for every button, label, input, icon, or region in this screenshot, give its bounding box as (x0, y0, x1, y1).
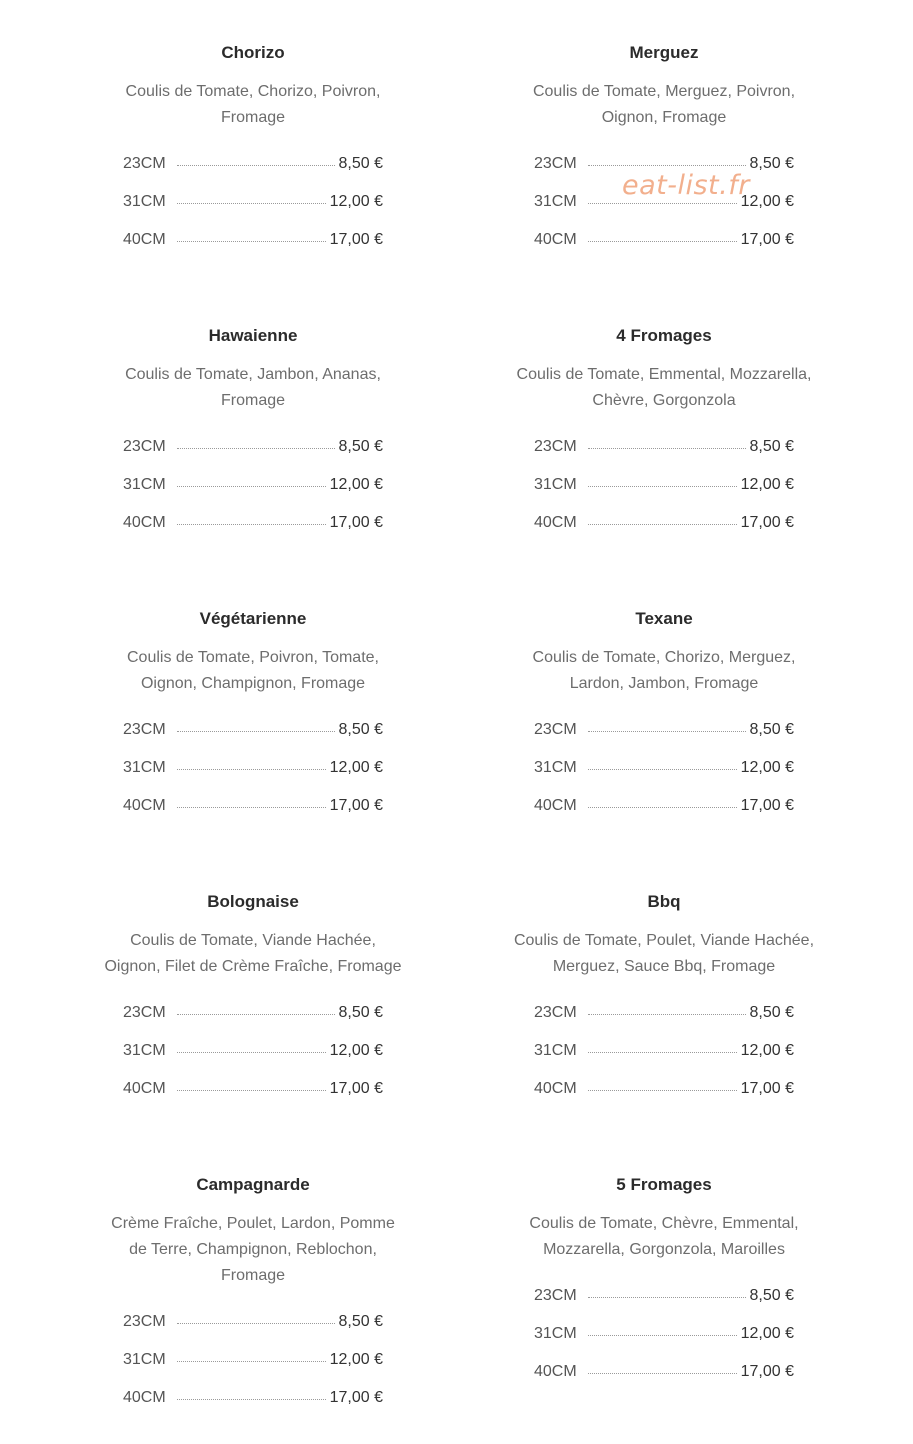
price-value: 12,00 € (740, 1042, 794, 1059)
item-description-line: de Terre, Champignon, Reblochon, (129, 1241, 377, 1258)
price-row (123, 1002, 383, 1040)
price-row (534, 795, 794, 833)
price-value: 17,00 € (740, 1363, 794, 1380)
size-label: 40CM (123, 231, 166, 248)
dotted-leader (177, 189, 326, 204)
item-description (504, 362, 824, 414)
price-value: 17,00 € (740, 797, 794, 814)
price-list (534, 436, 794, 550)
price-value: 8,50 € (749, 1004, 794, 1021)
size-label: 23CM (534, 155, 577, 172)
menu-item (504, 43, 824, 267)
item-name: 5 Fromages (616, 1175, 712, 1194)
price-value: 8,50 € (338, 1313, 383, 1330)
size-label: 40CM (123, 514, 166, 531)
price-value: 12,00 € (740, 476, 794, 493)
dotted-leader (588, 717, 746, 732)
price-list (123, 1311, 383, 1425)
price-value: 8,50 € (338, 721, 383, 738)
price-row (123, 1078, 383, 1116)
price-value: 8,50 € (338, 1004, 383, 1021)
dotted-leader (177, 1309, 335, 1324)
price-row (123, 512, 383, 550)
size-label: 40CM (534, 1080, 577, 1097)
price-list (534, 1285, 794, 1399)
item-description-line: Oignon, Filet de Crème Fraîche, Fromage (104, 958, 402, 975)
price-row (123, 757, 383, 795)
item-name: Bbq (647, 892, 681, 911)
price-row (534, 436, 794, 474)
price-value: 8,50 € (749, 155, 794, 172)
item-description-line: Crème Fraîche, Poulet, Lardon, Pomme (111, 1215, 395, 1232)
price-value: 17,00 € (329, 1080, 383, 1097)
item-description (504, 928, 824, 980)
dotted-leader (177, 755, 326, 770)
dotted-leader (588, 434, 746, 449)
size-label: 23CM (534, 438, 577, 455)
item-description-line: Oignon, Fromage (601, 109, 727, 126)
size-label: 40CM (534, 514, 577, 531)
menu-item (93, 609, 413, 833)
size-label: 31CM (123, 193, 166, 210)
price-row (534, 229, 794, 267)
item-description (93, 362, 413, 414)
item-description-line: Coulis de Tomate, Merguez, Poivron, (532, 83, 796, 100)
price-row (534, 1002, 794, 1040)
item-description (93, 1211, 413, 1289)
price-value: 17,00 € (329, 514, 383, 531)
menu-item (93, 1175, 413, 1425)
item-name: Merguez (629, 43, 699, 62)
size-label: 31CM (534, 759, 577, 776)
item-description-line: Fromage (220, 392, 286, 409)
item-name: Hawaienne (208, 326, 298, 345)
size-label: 23CM (123, 438, 166, 455)
dotted-leader (177, 793, 326, 808)
item-description-line: Coulis de Tomate, Viande Hachée, (130, 932, 376, 949)
dotted-leader (177, 717, 335, 732)
dotted-leader (177, 510, 326, 525)
item-description-line: Fromage (220, 109, 286, 126)
price-value: 12,00 € (329, 1042, 383, 1059)
dotted-leader (588, 472, 737, 487)
price-list (123, 436, 383, 550)
dotted-leader (588, 1283, 746, 1298)
dotted-leader (177, 472, 326, 487)
price-row (123, 719, 383, 757)
item-description-line: Coulis de Tomate, Poulet, Viande Hachée, (513, 932, 815, 949)
item-description-line: Merguez, Sauce Bbq, Fromage (552, 958, 776, 975)
size-label: 23CM (534, 1004, 577, 1021)
item-description-line: Mozzarella, Gorgonzola, Maroilles (543, 1241, 785, 1258)
dotted-leader (588, 1359, 737, 1374)
dotted-leader (588, 227, 737, 242)
menu-item (93, 892, 413, 1116)
size-label: 40CM (123, 1389, 166, 1406)
price-row (123, 1311, 383, 1349)
price-row (123, 474, 383, 512)
item-name: Végétarienne (199, 609, 307, 628)
dotted-leader (588, 1038, 737, 1053)
price-value: 12,00 € (329, 193, 383, 210)
item-name: Campagnarde (196, 1175, 310, 1194)
dotted-leader (588, 151, 746, 166)
price-value: 12,00 € (740, 193, 794, 210)
item-description (504, 79, 824, 131)
price-list (534, 1002, 794, 1116)
price-row (123, 1387, 383, 1425)
size-label: 40CM (123, 797, 166, 814)
menu-item (93, 326, 413, 550)
dotted-leader (177, 1076, 326, 1091)
dotted-leader (177, 1347, 326, 1362)
dotted-leader (588, 793, 737, 808)
dotted-leader (177, 434, 335, 449)
menu-item (93, 43, 413, 267)
dotted-leader (177, 1038, 326, 1053)
price-value: 12,00 € (329, 1351, 383, 1368)
item-description-line: Coulis de Tomate, Poivron, Tomate, (127, 649, 379, 666)
item-description-line: Coulis de Tomate, Jambon, Ananas, (125, 366, 381, 383)
item-description-line: Fromage (220, 1267, 286, 1284)
price-row (123, 1040, 383, 1078)
price-row (534, 1285, 794, 1323)
dotted-leader (588, 1076, 737, 1091)
item-description (93, 645, 413, 697)
item-description (93, 928, 413, 980)
item-name: Texane (635, 609, 693, 628)
dotted-leader (588, 1000, 746, 1015)
price-list (534, 719, 794, 833)
dotted-leader (177, 227, 326, 242)
price-row (123, 795, 383, 833)
item-name: 4 Fromages (616, 326, 712, 345)
price-row (534, 757, 794, 795)
size-label: 23CM (123, 155, 166, 172)
item-name: Bolognaise (207, 892, 299, 911)
item-description-line: Oignon, Champignon, Fromage (140, 675, 366, 692)
size-label: 23CM (534, 1287, 577, 1304)
price-row (534, 474, 794, 512)
price-list (123, 719, 383, 833)
price-value: 17,00 € (740, 231, 794, 248)
item-description (504, 1211, 824, 1263)
price-row (123, 229, 383, 267)
size-label: 31CM (534, 193, 577, 210)
price-value: 8,50 € (338, 155, 383, 172)
price-value: 8,50 € (749, 721, 794, 738)
size-label: 31CM (123, 1351, 166, 1368)
item-description-line: Coulis de Tomate, Chorizo, Poivron, (125, 83, 381, 100)
item-name: Chorizo (221, 43, 285, 62)
dotted-leader (588, 755, 737, 770)
menu-item (504, 1175, 824, 1399)
size-label: 40CM (534, 231, 577, 248)
item-description (93, 79, 413, 131)
item-description-line: Lardon, Jambon, Fromage (569, 675, 759, 692)
price-row (534, 1078, 794, 1116)
dotted-leader (177, 151, 335, 166)
item-description-line: Chèvre, Gorgonzola (592, 392, 736, 409)
price-value: 8,50 € (749, 438, 794, 455)
size-label: 23CM (123, 1313, 166, 1330)
price-row (534, 1040, 794, 1078)
size-label: 31CM (123, 476, 166, 493)
price-row (534, 512, 794, 550)
price-list (123, 153, 383, 267)
menu-item (504, 892, 824, 1116)
size-label: 40CM (534, 1363, 577, 1380)
price-row (123, 436, 383, 474)
price-row (123, 191, 383, 229)
price-list (123, 1002, 383, 1116)
price-value: 17,00 € (740, 1080, 794, 1097)
price-row (534, 1323, 794, 1361)
size-label: 23CM (123, 721, 166, 738)
price-value: 17,00 € (329, 797, 383, 814)
size-label: 23CM (534, 721, 577, 738)
size-label: 31CM (534, 1325, 577, 1342)
dotted-leader (588, 1321, 737, 1336)
price-value: 12,00 € (740, 1325, 794, 1342)
price-value: 8,50 € (338, 438, 383, 455)
item-description-line: Coulis de Tomate, Emmental, Mozzarella, (516, 366, 812, 383)
price-row (123, 153, 383, 191)
price-value: 8,50 € (749, 1287, 794, 1304)
dotted-leader (177, 1000, 335, 1015)
price-value: 12,00 € (740, 759, 794, 776)
price-row (123, 1349, 383, 1387)
size-label: 31CM (123, 759, 166, 776)
dotted-leader (588, 510, 737, 525)
price-value: 12,00 € (329, 759, 383, 776)
item-description (504, 645, 824, 697)
dotted-leader (177, 1385, 326, 1400)
size-label: 23CM (123, 1004, 166, 1021)
price-value: 17,00 € (329, 1389, 383, 1406)
size-label: 31CM (534, 1042, 577, 1059)
price-row (534, 1361, 794, 1399)
size-label: 31CM (123, 1042, 166, 1059)
item-description-line: Coulis de Tomate, Chorizo, Merguez, (532, 649, 796, 666)
price-value: 17,00 € (740, 514, 794, 531)
price-value: 12,00 € (329, 476, 383, 493)
watermark-text: eat-list.fr (622, 170, 750, 201)
size-label: 31CM (534, 476, 577, 493)
menu-item (504, 609, 824, 833)
menu-item (504, 326, 824, 550)
size-label: 40CM (123, 1080, 166, 1097)
price-row (534, 719, 794, 757)
size-label: 40CM (534, 797, 577, 814)
price-value: 17,00 € (329, 231, 383, 248)
item-description-line: Coulis de Tomate, Chèvre, Emmental, (529, 1215, 799, 1232)
